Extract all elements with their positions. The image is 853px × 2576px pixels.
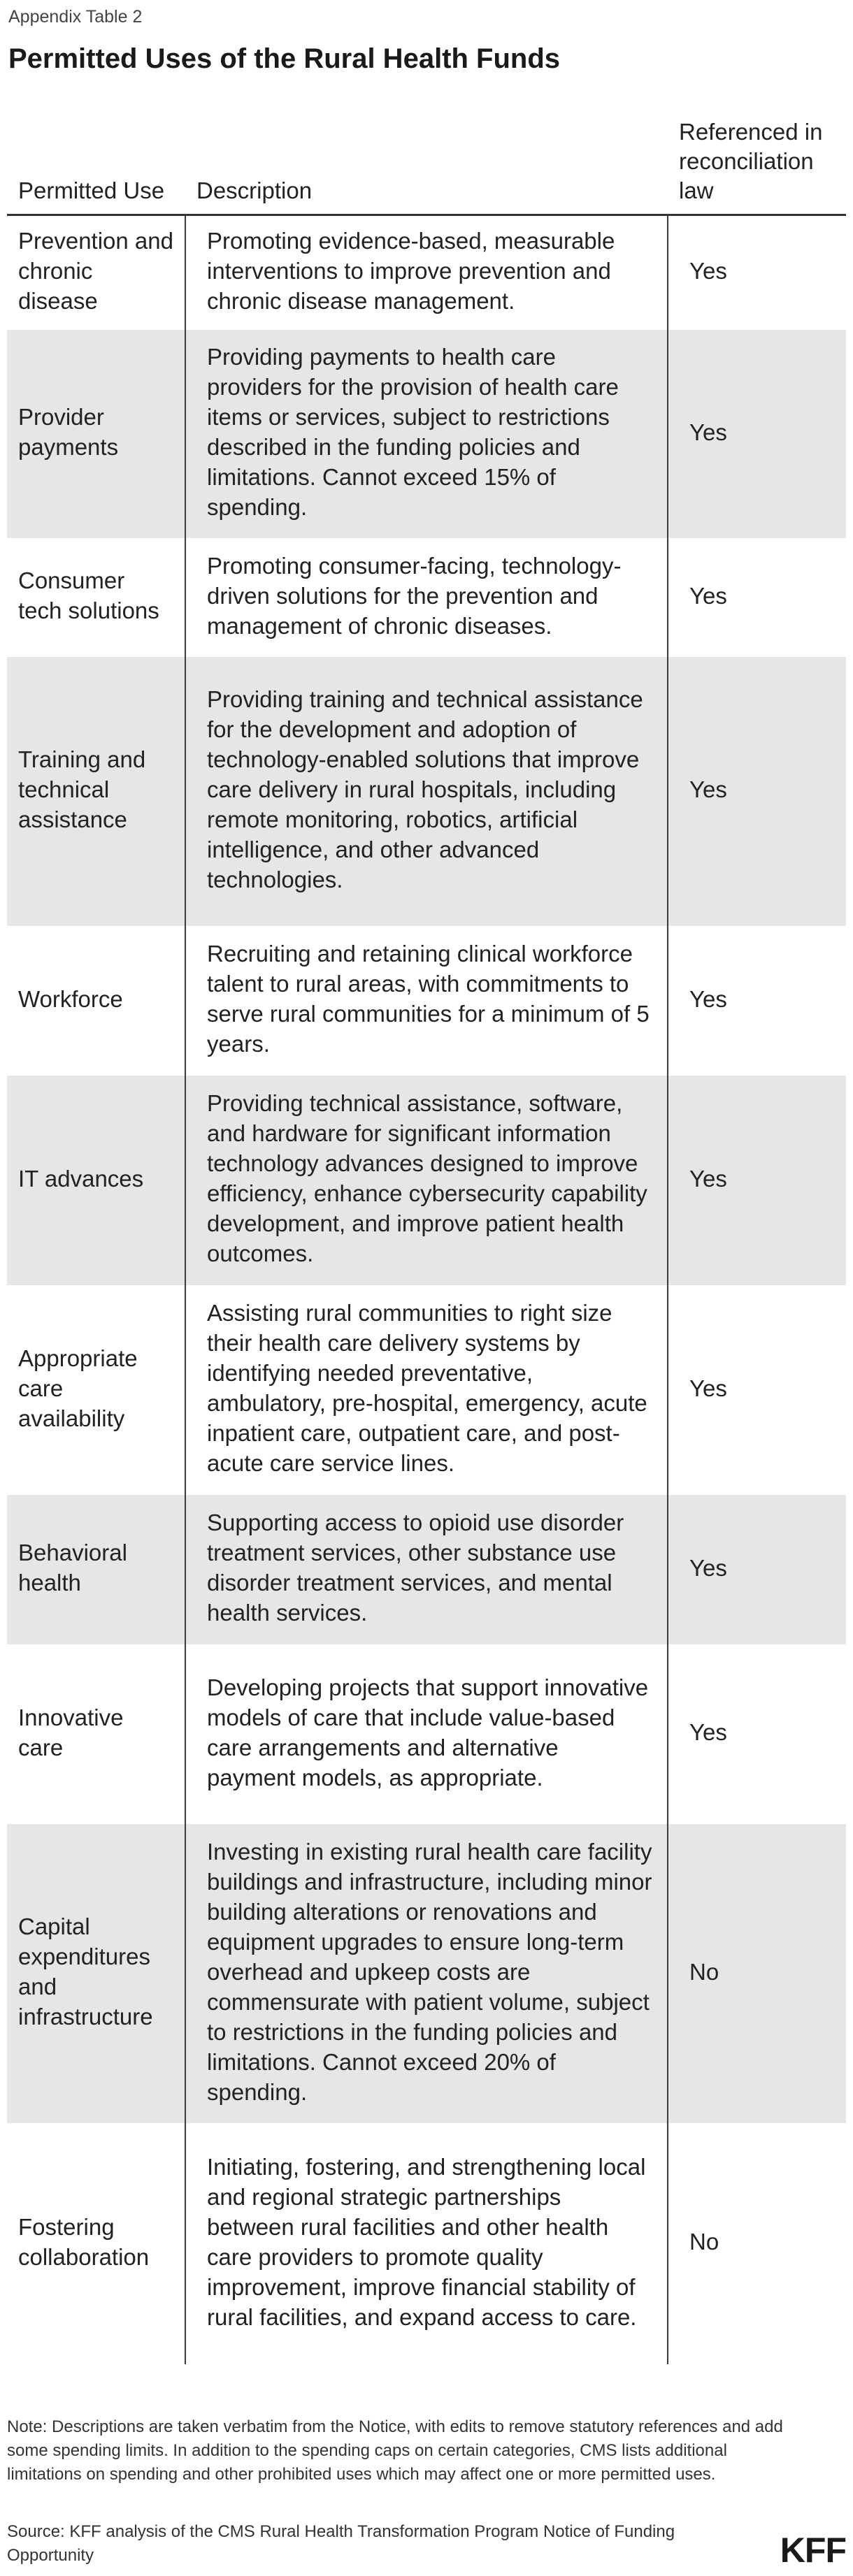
referenced-cell: Yes <box>689 985 727 1012</box>
description-cell: Providing technical assistance, software, and hardware for significant information technology advances designed to improve efficiency, enhance cybersecurity capability development, and improve patient health outcomes. <box>185 1076 668 1285</box>
table-note: Note: Descriptions are taken verbatim from the Notice, with edits to remove statutory references and add some spending limits. In addition to the spending caps on certain categories, CMS lists additional limitations on spending and other prohibited uses which may affect one or more permitted uses. <box>7 2417 783 2484</box>
column-header-description: Description <box>185 105 668 215</box>
referenced-cell: Yes <box>668 1495 846 1644</box>
permitted-uses-table <box>7 105 846 2364</box>
table-row <box>7 1495 846 1644</box>
permitted-use-cell: Appropriate care availability <box>18 1345 138 1431</box>
referenced-cell: Yes <box>689 1375 727 1401</box>
table-header-row <box>7 105 846 215</box>
referenced-cell: Yes <box>689 258 727 284</box>
table-row <box>7 330 846 538</box>
table-row <box>7 215 846 331</box>
table-source: Source: KFF analysis of the CMS Rural Health Transformation Program Notice of Funding Opportunity <box>7 2522 675 2565</box>
permitted-use-cell: Provider payments <box>7 330 185 538</box>
description-cell: Supporting access to opioid use disorder treatment services, other substance use disorder treatment services, and mental health services. <box>185 1495 668 1644</box>
permitted-use-cell: Workforce <box>18 985 123 1012</box>
description-cell: Providing payments to health care providers for the provision of health care items or services, subject to restrictions described in the funding policies and limitations. Cannot exceed 15% of spending. <box>185 330 668 538</box>
referenced-cell: Yes <box>668 1076 846 1285</box>
permitted-use-cell: Behavioral health <box>7 1495 185 1644</box>
description-cell: Promoting consumer-facing, technology-driven solutions for the prevention and management of chronic diseases. <box>185 538 668 657</box>
permitted-use-cell: Prevention and chronic disease <box>18 228 173 314</box>
permitted-use-cell: Innovative care <box>18 1704 124 1760</box>
table-row <box>7 657 846 926</box>
table-row <box>7 1824 846 2123</box>
column-header-referenced: Referenced in reconciliation law <box>668 105 846 215</box>
referenced-cell: Yes <box>668 657 846 926</box>
permitted-use-cell: IT advances <box>7 1076 185 1285</box>
referenced-cell: Yes <box>689 1719 727 1745</box>
description-cell: Promoting evidence-based, measurable interventions to improve prevention and chronic disease management. <box>185 215 668 331</box>
referenced-cell: No <box>689 2229 719 2255</box>
table-kicker: Appendix Table 2 <box>8 7 143 27</box>
column-header-permitted-use: Permitted Use <box>7 105 185 215</box>
description-cell: Providing training and technical assistance for the development and adoption of technology-enabled solutions that improve care delivery in rural hospitals, including remote monitoring, robotics, artificial intelligence, and other advanced technologies. <box>185 657 668 926</box>
description-cell: Initiating, fostering, and strengthening local and regional strategic partnerships between rural facilities and other health care providers to promote quality improvement, improve financial stability of rural facilities, and expand access to care. <box>185 2123 668 2364</box>
referenced-cell: Yes <box>668 330 846 538</box>
description-cell: Recruiting and retaining clinical workforce talent to rural areas, with commitments to serve rural communities for a minimum of 5 years. <box>185 926 668 1076</box>
table-row <box>7 2123 846 2364</box>
permitted-use-cell: Capital expenditures and infrastructure <box>7 1824 185 2123</box>
table-row <box>7 1285 846 1495</box>
table-row <box>7 1644 846 1824</box>
table-row <box>7 538 846 657</box>
permitted-use-cell: Consumer tech solutions <box>18 567 159 623</box>
permitted-use-cell: Fostering collaboration <box>18 2213 150 2270</box>
table-row <box>7 926 846 1076</box>
kff-logo[interactable]: KFF <box>780 2531 846 2570</box>
table-row <box>7 1076 846 1285</box>
permitted-use-cell: Training and technical assistance <box>7 657 185 926</box>
description-cell: Developing projects that support innovative models of care that include value-based care arrangements and alternative payment models, as appropriate. <box>185 1644 668 1824</box>
page-title: Permitted Uses of the Rural Health Funds <box>8 43 561 74</box>
description-cell: Investing in existing rural health care facility buildings and infrastructure, including minor building alterations or renovations and equipment upgrades to ensure long-term overhead and upkeep costs are commensurate with patient volume, subject to restrictions in the funding policies and limitations. Cannot exceed 20% of spending. <box>185 1824 668 2123</box>
description-cell: Assisting rural communities to right size their health care delivery systems by identifying needed preventative, ambulatory, pre-hospital, emergency, acute inpatient care, outpatient care, and post-acute care service lines. <box>185 1285 668 1495</box>
referenced-cell: No <box>668 1824 846 2123</box>
referenced-cell: Yes <box>689 582 727 609</box>
